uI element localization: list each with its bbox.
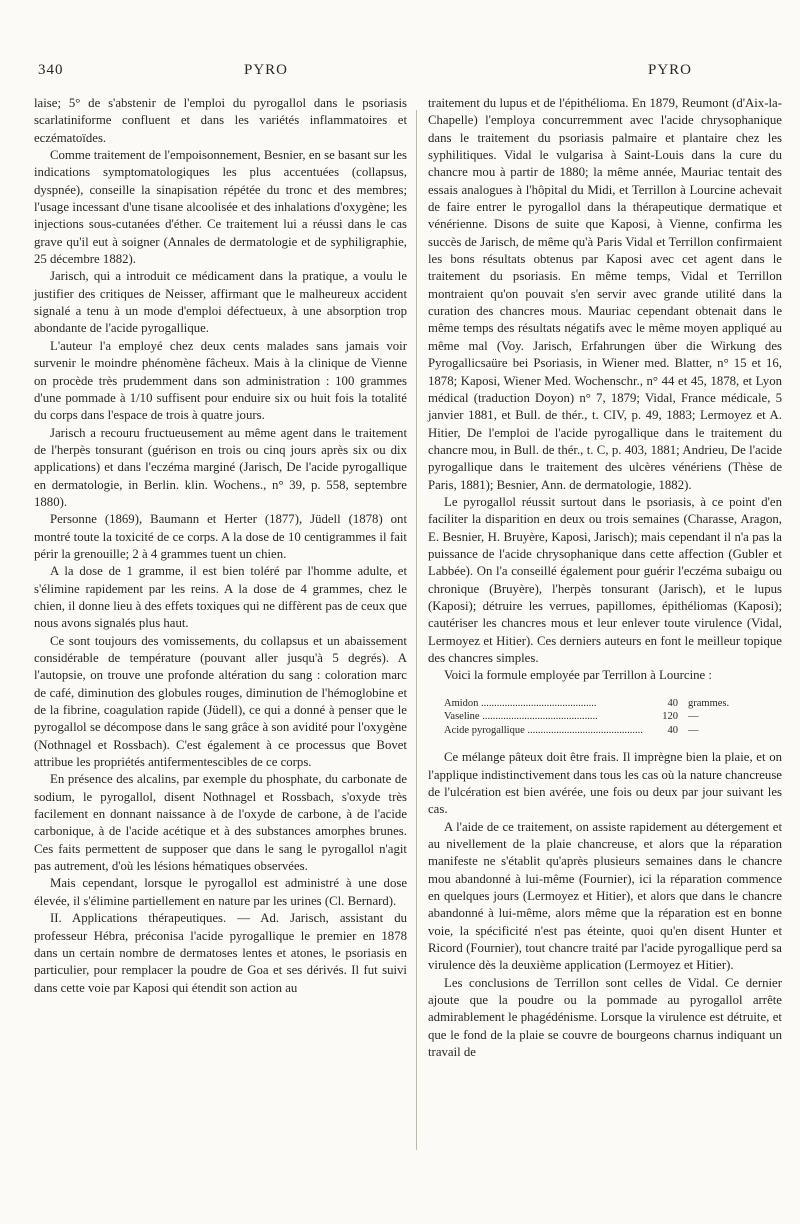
right-column bbox=[428, 95, 782, 1061]
paragraph: A l'aide de ce traitement, on assiste rapidement au détergement et au nivellement de la plaie chancreuse, et alors que la réparation manifeste ne s'établit qu'après plusieurs semaines dans le chancre mou abandonné à lui-même (Fournier), ici la réparation commence en quelques jours (Lermoyez et Hitier), et alors que dans le chancre abandonné à lui-même, alors même que la réparation est en bonne voie, la spécificité n'est pas éteinte, quoi qu'en disent Hunter et Ricord (Fournier), tout chancre traité par l'acide pyrogallique perd sa virulence dès la deuxième application (Lermoyez et Hitier). bbox=[428, 819, 782, 973]
ingredient-quantity: 120 bbox=[662, 711, 678, 723]
ingredient-name: Vaseline ..... bbox=[444, 710, 644, 724]
paragraph: Jarisch a recouru fructueusement au même agent dans le traitement de l'herpès tonsurant (guérison en trois ou cinq jours après six ou dix applications) et dans l'eczéma marginé (Jarisch, De l'acide pyrogallique en dermatologie, in Berlin. klin. Wochens., n° 39, p. 558, septembre 1880). bbox=[34, 425, 407, 509]
paragraph: traitement du lupus et de l'épithélioma. En 1879, Reumont (d'Aix-la-Chapelle) l'employa concurremment avec l'acide chrysophanique dans le traitement du psoriasis palmaire et plantaire chez les syphilitiques. Vidal le vulgarisa à Saint-Louis dans la cure du chancre mou à partir de 1880; la même année, Mauriac tentait des essais analogues à l'hôpital du Midi, et Terrillon à Lourcine achevait de faire entrer le pyrogallol dans la thérapeutique dermatique et vénérienne. Disons de suite que Kaposi, à Vienne, confirma les succès de Jarisch, de même qu'à Paris Vidal et Terrillon confirmaient les bons résultats obtenus par Kaposi avec cet agent dans le traitement du psoriasis. En même temps, Vidal et Terrillon montraient qu'on pouvait s'en servir avec grande utilité dans la curation des chancres mous. Mauriac cependant obtenait dans le même temps des résultats négatifs avec le même moyen appliqué au même mal (Voy. Jarisch, Erfahrungen über die Wirkung des Pyrogallicsaüre bei Psoriasis, in Wiener med. Blatter, n° 15 et 16, 1878; Kaposi, Wiener Med. Wochenschr., n° 44 et 45, 1878, et Lyon médical (traduction Doyon) n° 7, 1879; Vidal, France médicale, 5 janvier 1881, et Bull. de thér., t. CIV, p. 49, 1883; Lermoyez et A. Hitier, De l'emploi de l'acide pyrogallique dans le traitement du chancre mou, in Bull. de thér., t. C, p. 403, 1881; Andrieu, De l'acide pyrogallique dans le traitement des ulcères vénériens (Thèse de Paris, 1881); Besnier, Ann. de dermatologie, 1882). bbox=[428, 96, 782, 492]
paragraph: Voici la formule employée par Terrillon à Lourcine : bbox=[444, 668, 712, 683]
column-divider bbox=[416, 110, 417, 1150]
paragraph: En présence des alcalins, par exemple du phosphate, du carbonate de sodium, le pyrogallol, disent Nothnagel et Rossbach, s'oxyde très facilement en donnant naissance à de l'oxyde de carbone, à de l'acide carbonique, à de l'acide acétique et à des substances amorphes brunes. Ces faits permettent de supposer que dans le sang le pyrogallol n'agit pas autrement, d'où les lésions hématiques observées. bbox=[34, 772, 407, 874]
ingredient-unit: — bbox=[688, 711, 699, 723]
ingredient-unit: — bbox=[688, 724, 699, 736]
formula-row bbox=[444, 724, 782, 738]
paragraph: laise; 5° de s'abstenir de l'emploi du pyrogallol dans le psoriasis scarlatiniforme confluent et dans les variétés inflammatoires et eczématoïdes. bbox=[34, 96, 407, 145]
paragraph: Ce mélange pâteux doit être frais. Il imprègne bien la plaie, et on l'applique indistinctivement dans tous les cas où la nature chancreuse de l'ulcération est bien avérée, une fois ou deux par jour suivant les cas. bbox=[428, 750, 782, 817]
paragraph: Personne (1869), Baumann et Herter (1877), Jüdell (1878) ont montré toute la toxicité de ce corps. A la dose de 10 centigrammes il fait périr la grenouille; 2 à 4 grammes tuent un chien. bbox=[34, 512, 407, 561]
running-title-right: PYRO bbox=[648, 62, 693, 78]
formula-row bbox=[444, 697, 782, 711]
ingredient-unit: grammes. bbox=[688, 697, 730, 709]
ingredient-name: Amidon ..... bbox=[444, 697, 644, 711]
ingredient-quantity: 40 bbox=[667, 724, 678, 736]
formula-row bbox=[444, 710, 782, 724]
paragraph: Comme traitement de l'empoisonnement, Besnier, en se basant sur les indications symptomatologiques les plus accentuées (collapsus, dyspnée), conseille la sinapisation répétée du tronc et des membres; l'usage incessant d'une tisane alcoolisée et des inhalations d'oxygène; les injections sous-cutanées d'éther. Ce traitement lui a réussi dans le cas grave qu'il eut à soigner (Annales de dermatologie et de syphiligraphie, 25 décembre 1882). bbox=[34, 148, 407, 267]
ingredient-name: Acide pyrogallique ..... bbox=[444, 724, 644, 738]
running-title-left: PYRO bbox=[244, 62, 289, 78]
ingredient-quantity: 40 bbox=[667, 697, 678, 709]
page-header bbox=[38, 56, 778, 84]
section-paragraph: II. Applications thérapeutiques. — Ad. Jarisch, assistant du professeur Hébra, préconisa l'acide pyrogallique le premier en 1878 dans un certain nombre de dermatoses lentes et atones, le psoriasis en particulier, pour remplacer la poudre de Goa et ses dérivés. Il fut suivi dans cette voie par Kaposi qui étendit son action au bbox=[34, 911, 407, 995]
paragraph: Les conclusions de Terrillon sont celles de Vidal. Ce dernier ajoute que la poudre ou la pommade au pyrogallol arrête admirablement le phagédénisme. Lorsque la virulence est détruite, et que le fond de la plaie se couvre de bourgeons charnus indiquant un travail de bbox=[428, 975, 782, 1060]
paragraph: Ce sont toujours des vomissements, du collapsus et un abaissement considérable de température (pouvant aller jusqu'à 5 degrés). A l'autopsie, on trouve une profonde altération du sang : coloration marc de café, diminution des globules rouges, diminution de l'hémoglobine et de la fibrine, coagulation rapide (Jüdell), ce qui a donné à penser que le pyrogallol se décompose dans le sang grâce à son avidité pour l'oxygène (Nothnagel et Rossbach). C'est également à ce processus que Bovet attribue les propriétés antifermentescibles de ce corps. bbox=[34, 633, 407, 770]
left-column bbox=[34, 95, 407, 997]
paragraph: A la dose de 1 gramme, il est bien toléré par l'homme adulte, et s'élimine rapidement par les reins. A la dose de 4 grammes, chez le chien, il donne lieu à des effets toxiques qui ne diffèrent pas de ceux que nous avons signalés plus haut. bbox=[34, 564, 407, 631]
paragraph: Jarisch, qui a introduit ce médicament dans la pratique, a voulu le justifier des critiques de Neisser, affirmant que le malheureux accident signalé a tenu à un mode d'emploi défectueux, à une absorption trop abondante de l'acide pyrogallique. bbox=[34, 269, 407, 336]
paragraph: Le pyrogallol réussit surtout dans le psoriasis, à ce point d'en faciliter la disparition en deux ou trois semaines (Charasse, Aragon, E. Besnier, H. Bruyère, Kaposi, Jarisch); mais cependant il n'a pas la puissance de l'acide chrysophanique dans cette affection (Gubler et Labbée). On l'a conseillé également pour guérir l'eczéma subaigu ou chronique (Bruyère), l'herpès tonsurant (Jarisch), et le lupus (Kaposi); détruire les verrues, papillomes, épithéliomas (Kaposi); cautériser les chancres mous et leur enlever toute virulence (Vidal, Lermoyez et Hitier). Ces derniers auteurs en font le meilleur topique des chancres simples. bbox=[428, 494, 782, 665]
paragraph: Mais cependant, lorsque le pyrogallol est administré à une dose élevée, il s'élimine partiellement en nature par les urines (Cl. Bernard). bbox=[34, 876, 407, 908]
paragraph: L'auteur l'a employé chez deux cents malades sans jamais voir survenir le moindre phénomène fâcheux. Mais à la clinique de Vienne on procède très prudemment dans son administration : 100 grammes d'une pommade à 1/10 suffisent pour enduire six ou huit fois la totalité du corps dans l'espace de trois à quatre jours. bbox=[34, 338, 407, 423]
page-number: 340 bbox=[38, 62, 64, 78]
formula-table bbox=[444, 697, 782, 738]
